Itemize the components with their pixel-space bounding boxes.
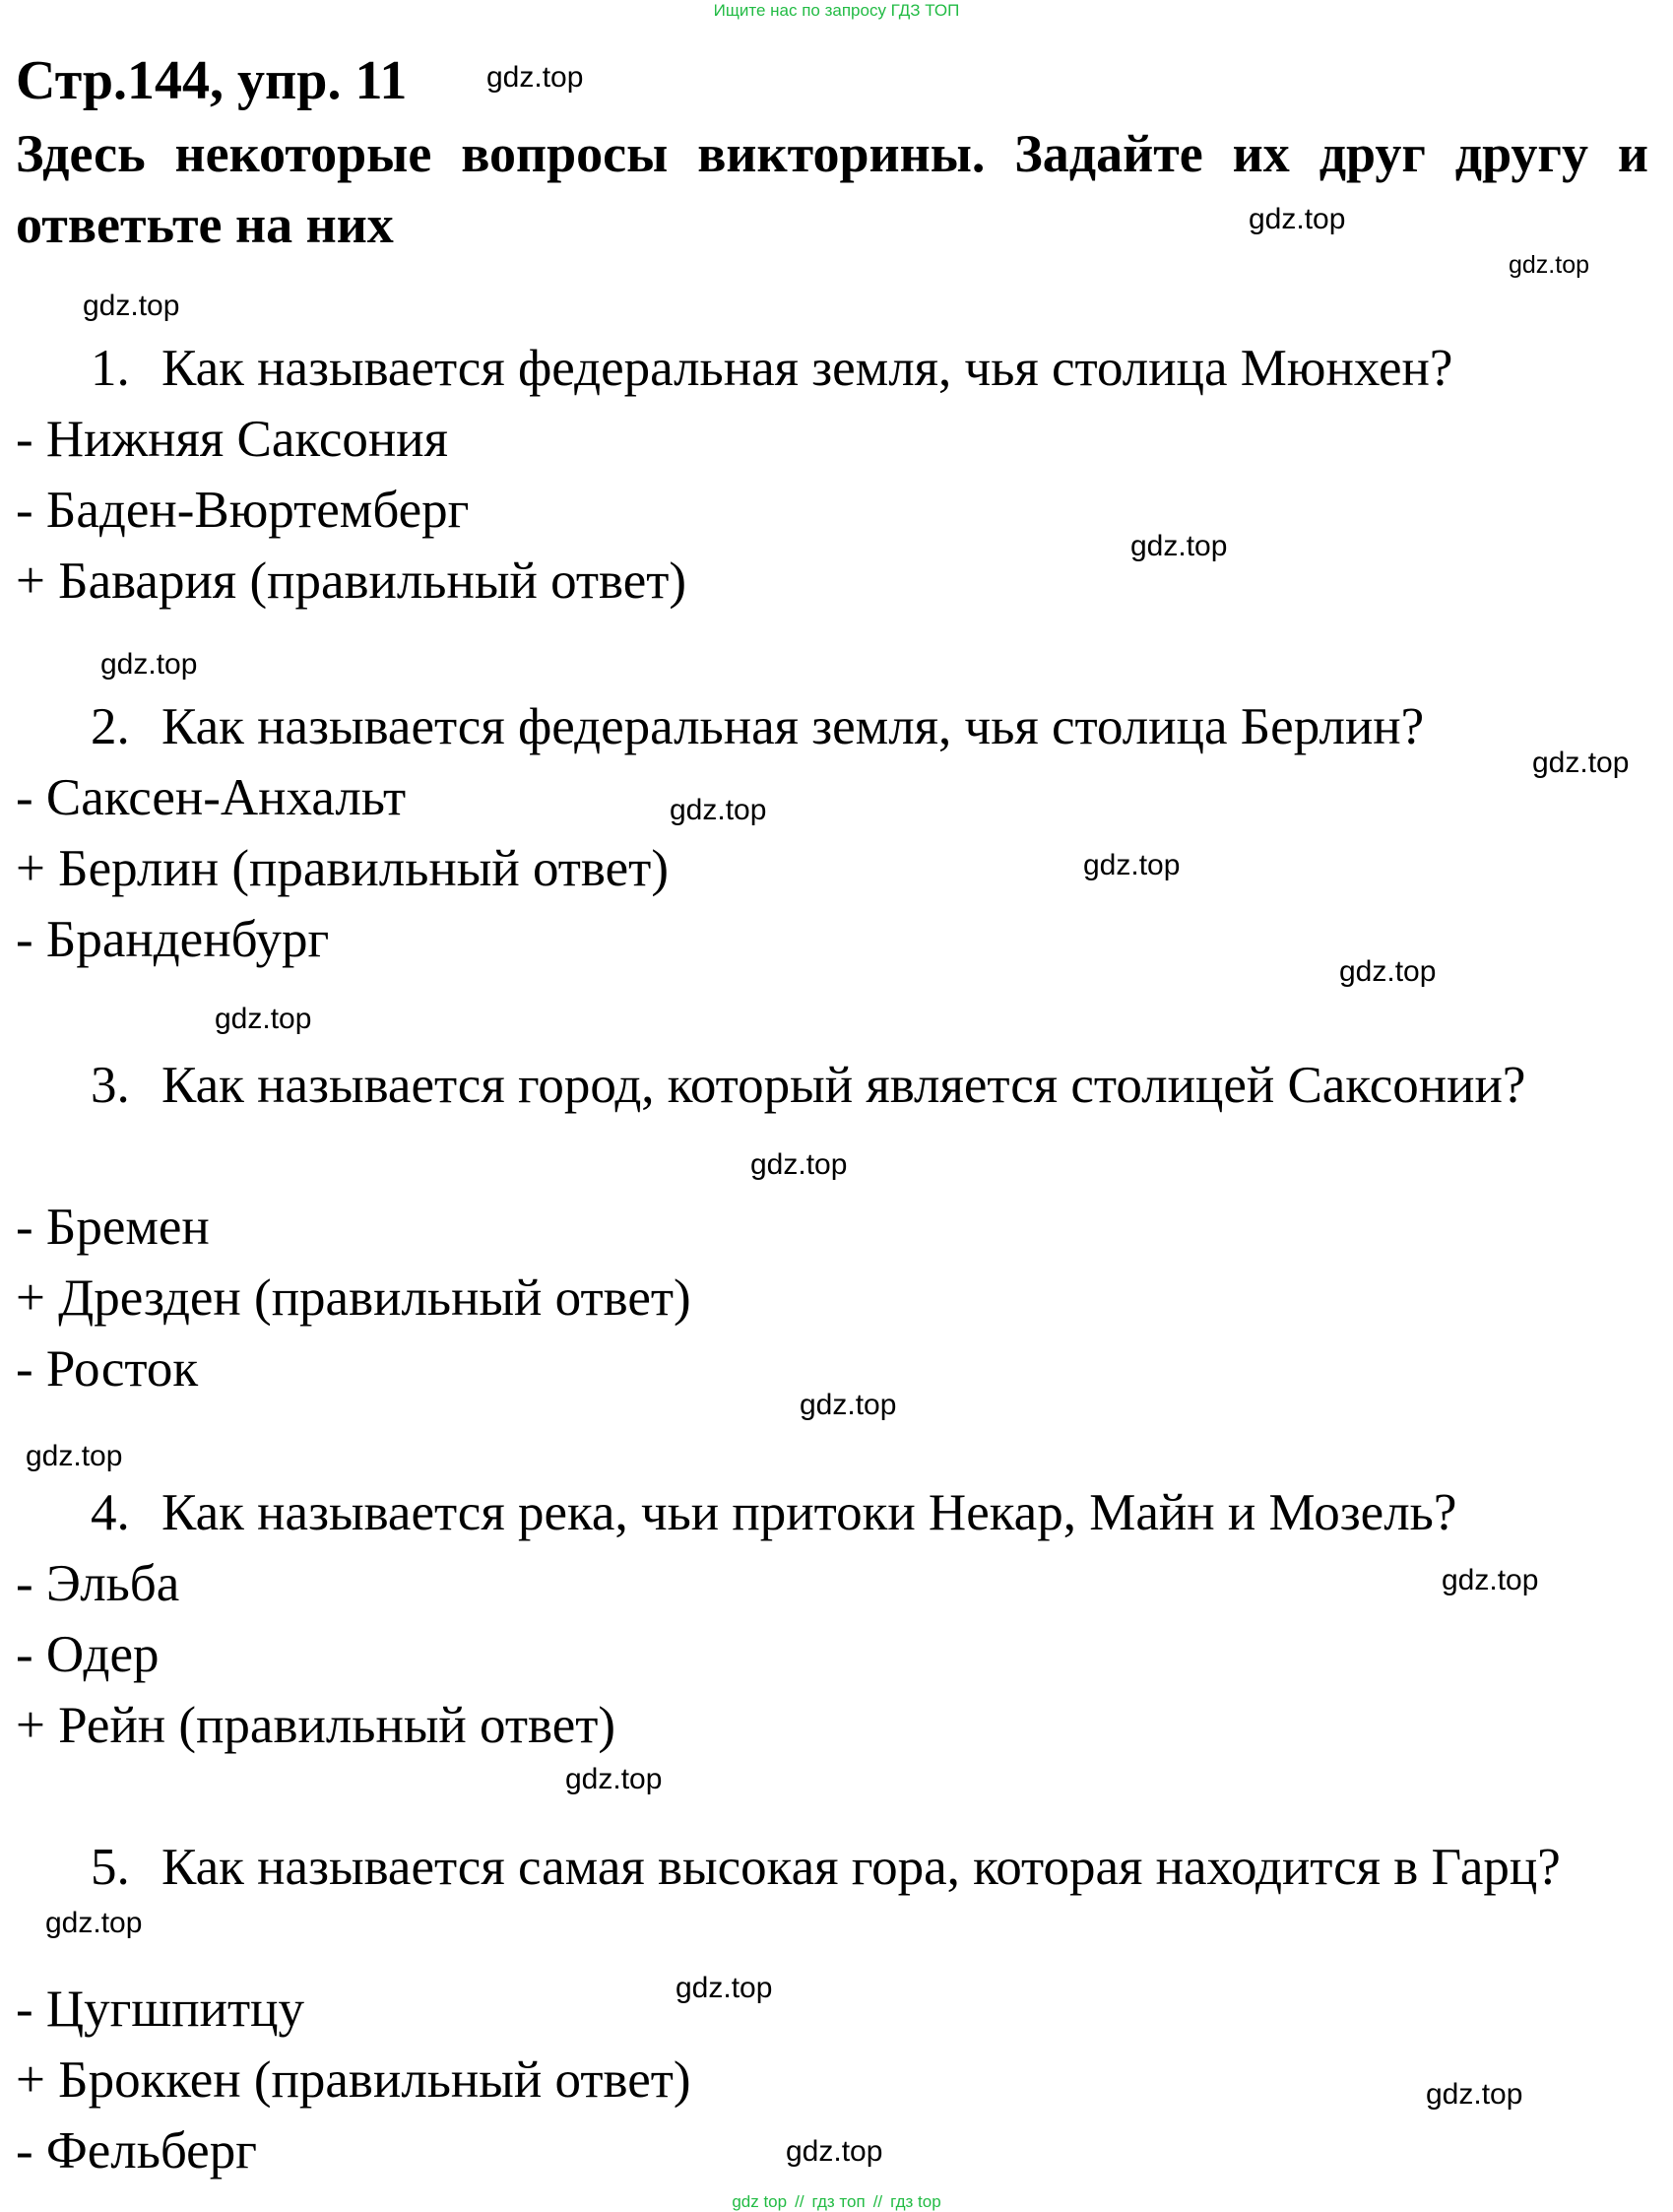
- watermark: gdz.top: [1532, 747, 1630, 779]
- watermark: gdz.top: [215, 1003, 312, 1035]
- question-1: 1. Как называется федеральная земля, чья столица Мюнхен?: [91, 340, 1453, 397]
- q2-option-2: + Берлин (правильный ответ): [16, 840, 669, 897]
- watermark: gdz.top: [486, 61, 584, 94]
- question-4: 4. Как называется река, чьи притоки Некар, Майн и Мозель?: [91, 1484, 1457, 1541]
- question-2: 2. Как называется федеральная земля, чья столица Берлин?: [91, 698, 1425, 755]
- watermark: gdz.top: [1339, 955, 1437, 988]
- watermark: gdz.top: [1426, 2078, 1523, 2111]
- question-5: 5. Как называется самая высокая гора, которая находится в Гарц?: [91, 1839, 1561, 1896]
- q5-option-2: + Броккен (правильный ответ): [16, 2051, 691, 2109]
- q4-option-1: - Эльба: [16, 1555, 180, 1612]
- q2-option-3: - Бранденбург: [16, 911, 330, 968]
- q2-option-1: - Саксен-Анхальт: [16, 769, 407, 826]
- watermark: gdz.top: [1509, 251, 1590, 279]
- q3-option-1: - Бремен: [16, 1199, 210, 1256]
- q1-option-2: - Баден-Вюртемберг: [16, 482, 470, 539]
- watermark: gdz.top: [83, 290, 180, 322]
- watermark: gdz.top: [26, 1440, 123, 1472]
- watermark: gdz.top: [670, 794, 767, 826]
- watermark: gdz.top: [800, 1389, 897, 1421]
- watermark: gdz.top: [676, 1972, 773, 2004]
- q1-option-3: + Бавария (правильный ответ): [16, 553, 687, 610]
- q1-option-1: - Нижняя Саксония: [16, 411, 448, 468]
- footer-link[interactable]: гдз топ: [811, 2192, 866, 2211]
- watermark: gdz.top: [1083, 849, 1181, 881]
- watermark: gdz.top: [750, 1148, 848, 1181]
- footer-link[interactable]: гдз top: [890, 2192, 941, 2211]
- task-instruction: Здесь некоторые вопросы викторины. Задайте их друг другу и ответьте на них: [16, 124, 1648, 254]
- question-3: 3. Как называется город, который является столицей Саксонии?: [91, 1057, 1526, 1114]
- q4-option-2: - Одер: [16, 1626, 160, 1683]
- footer-link[interactable]: gdz top: [732, 2192, 788, 2211]
- watermark: gdz.top: [786, 2135, 883, 2168]
- watermark: gdz.top: [1442, 1564, 1539, 1596]
- watermark: gdz.top: [100, 648, 198, 681]
- q3-option-3: - Росток: [16, 1340, 199, 1398]
- q5-option-3: - Фельберг: [16, 2122, 257, 2179]
- q4-option-3: + Рейн (правильный ответ): [16, 1697, 616, 1754]
- watermark: gdz.top: [1249, 203, 1346, 235]
- watermark: gdz.top: [565, 1763, 663, 1795]
- watermark: gdz.top: [45, 1907, 143, 1939]
- q3-option-2: + Дрезден (правильный ответ): [16, 1269, 691, 1327]
- top-search-hint: Ищите нас по запросу ГДЗ ТОП: [713, 1, 960, 20]
- page-title: Стр.144, упр. 11: [16, 50, 408, 111]
- watermark: gdz.top: [1130, 530, 1228, 562]
- footer-links: gdz top // гдз топ // гдз top: [732, 2192, 941, 2211]
- q5-option-1: - Цугшпитцу: [16, 1981, 304, 2038]
